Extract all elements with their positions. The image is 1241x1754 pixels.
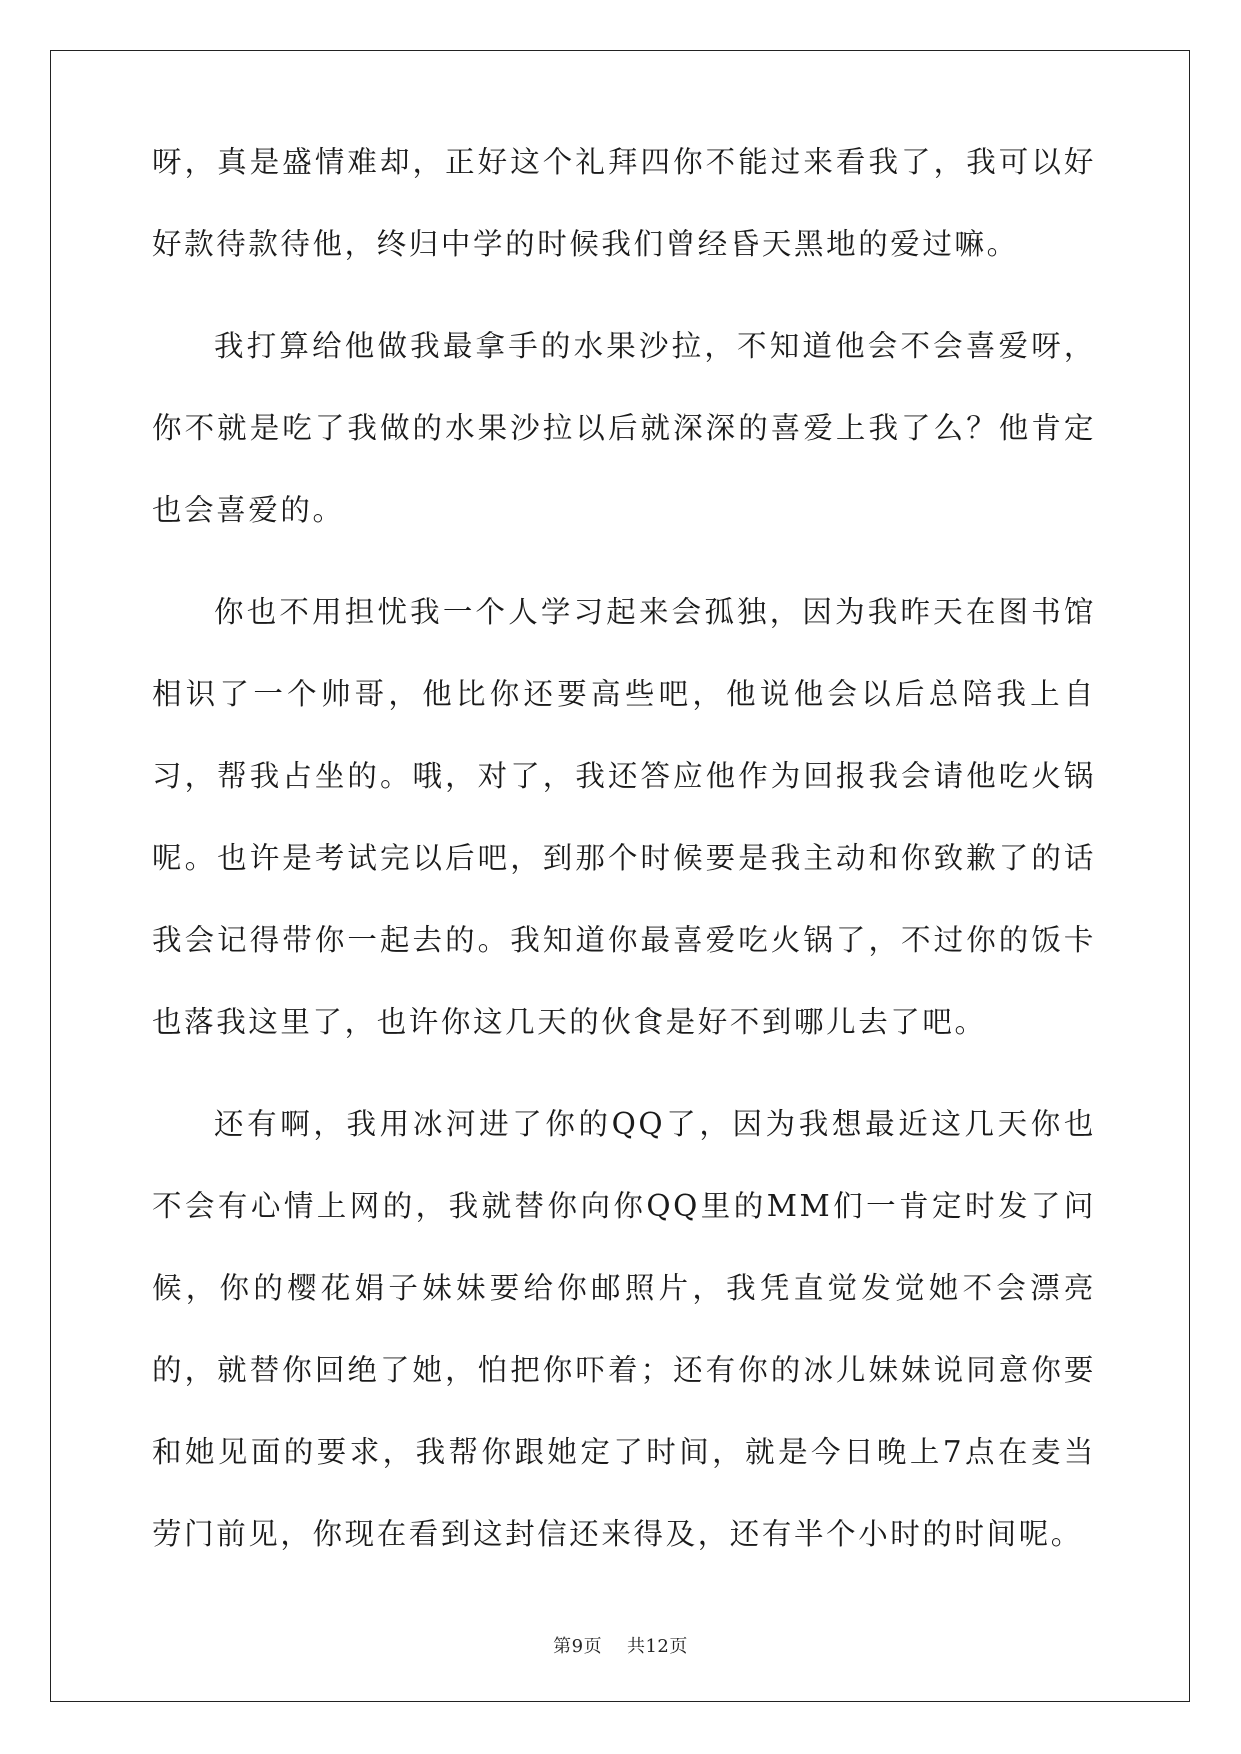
page-total: 共12页 (626, 1636, 688, 1657)
paragraph-3: 你也不用担忧我一个人学习起来会孤独，因为我昨天在图书馆相识了一个帅哥，他比你还要高些吧，他说他会以后总陪我上自习，帮我占坐的。哦，对了，我还答应他作为回报我会请他吃火锅呢。也许是考试完以后吧，到那个时候要是我主动和你致歉了的话我会记得带你一起去的。我知道你最喜爱吃火锅了，不过你的饭卡也落我这里了，也许你这几天的伙食是好不到哪儿去了吧。 (152, 595, 1096, 1039)
paragraph-2: 我打算给他做我最拿手的水果沙拉，不知道他会不会喜爱呀，你不就是吃了我做的水果沙拉以后就深深的喜爱上我了么？他肯定也会喜爱的。 (152, 329, 1096, 527)
page-number: 第9页 (553, 1636, 603, 1657)
document-body (152, 145, 1096, 1595)
paragraph-1: 呀，真是盛情难却，正好这个礼拜四你不能过来看我了，我可以好好款待款待他，终归中学的时候我们曾经昏天黑地的爱过嘛。 (152, 145, 1096, 261)
page-footer (0, 1632, 1241, 1658)
paragraph-4: 还有啊，我用冰河进了你的QQ了，因为我想最近这几天你也不会有心情上网的，我就替你向你QQ里的MM们一肯定时发了问候，你的樱花娟子妹妹要给你邮照片，我凭直觉发觉她不会漂亮的，就替你回绝了她，怕把你吓着；还有你的冰儿妹妹说同意你要和她见面的要求，我帮你跟她定了时间，就是今日晚上7点在麦当劳门前见，你现在看到这封信还来得及，还有半个小时的时间呢。 (152, 1107, 1096, 1551)
